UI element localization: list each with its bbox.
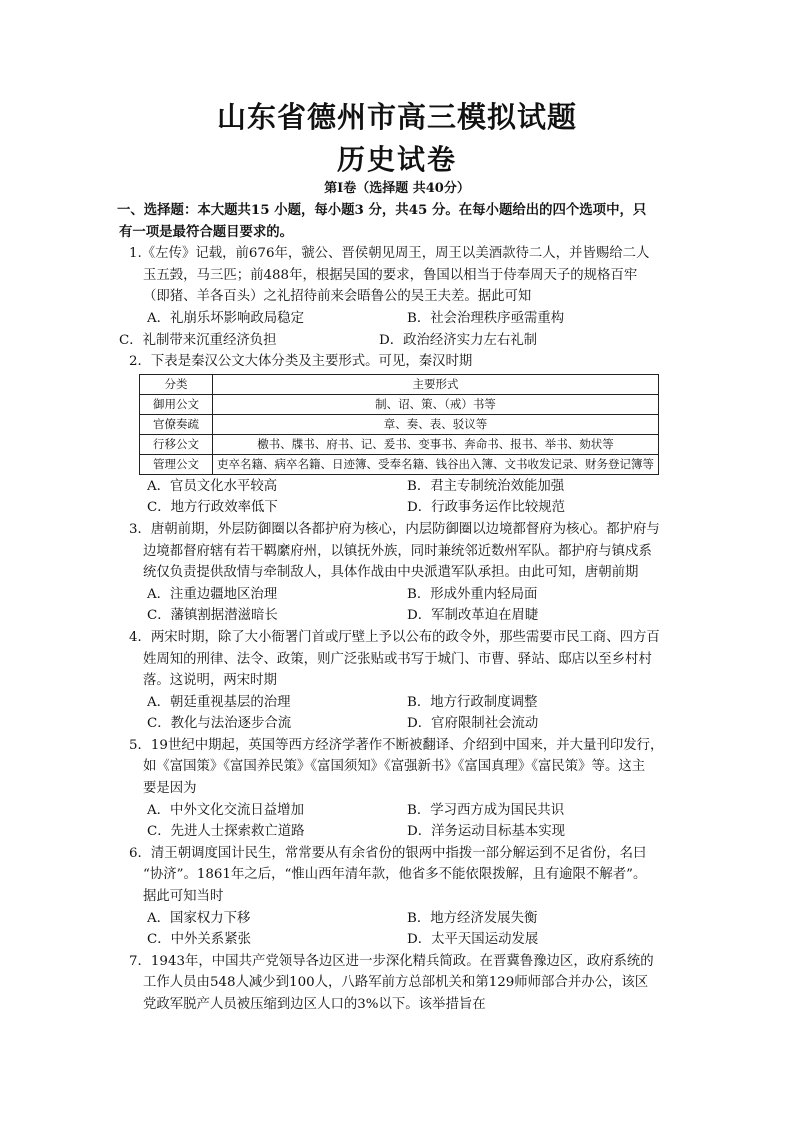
option-c[interactable]: C．礼制带来沉重经济负担 — [119, 332, 277, 348]
table-row — [140, 414, 659, 434]
option-b[interactable]: B．地方经济发展失衡 — [407, 910, 538, 926]
option-b[interactable]: B．学习西方成为国民共识 — [407, 802, 565, 818]
question-stem-line: 边境都督府辖有若干羁縻府州，以镇抚外族，同时兼统邻近数州军队。都护府与镇戍系 — [143, 543, 652, 559]
instructions-line-2: 有一项是最符合题目要求的。 — [119, 223, 294, 240]
option-d[interactable]: D．太平天国运动发展 — [407, 932, 539, 948]
option-a[interactable]: A．朝廷重视基层的治理 — [147, 694, 291, 710]
question-7 — [119, 951, 679, 1016]
question-stem-line: 5．19世纪中期起，英国等西方经济学著作不断被翻译、介绍到中国来，并大量刊印发行， — [129, 737, 664, 753]
table-cell: 檄书、牒书、府书、记、爰书、变事书、奔命书、报书、举书、劾状等 — [213, 434, 659, 454]
question-stem-line: 1.《左传》记载，前676年，虢公、晋侯朝见周王，周王以美酒款待二人，并皆赐给二人 — [129, 246, 650, 262]
question-stem-line: 党政军脱产人员被压缩到边区人口的3%以下。该举措旨在 — [143, 997, 486, 1012]
question-5 — [119, 735, 679, 843]
question-stem-line: 统仅负责提供敌情与牵制敌人，具体作战由中央派遣军队承担。由此可知，唐朝前期 — [143, 565, 639, 581]
option-a[interactable]: A．礼崩乐坏影响政局稳定 — [147, 310, 304, 326]
question-stem-line: 3．唐朝前期，外层防御圈以各都护府为核心，内层防御圈以边境都督府为核心。都护府与 — [129, 521, 660, 537]
question-stem-line: 姓周知的刑律、法令、政策，则广泛张贴或书写于城门、市曹、驿站、邸店以至乡村村 — [143, 651, 652, 667]
option-b[interactable]: B．地方行政制度调整 — [407, 694, 538, 710]
table-header-row — [140, 374, 659, 394]
table-header-cell: 分类 — [140, 374, 213, 394]
option-c[interactable]: C．先进人士探索救亡道路 — [147, 824, 305, 840]
table-row — [140, 394, 659, 414]
question-4 — [119, 627, 679, 735]
table-cell: 御用公文 — [140, 394, 213, 414]
option-b[interactable]: B．社会治理秩序亟需重构 — [407, 310, 565, 326]
option-d[interactable]: D．政治经济实力左右礼制 — [379, 332, 538, 348]
question-stem-line: 2．下表是秦汉公文大体分类及主要形式。可见，秦汉时期 — [129, 354, 473, 370]
table-row — [140, 454, 659, 474]
table-cell: 官僚奏疏 — [140, 414, 213, 434]
option-c[interactable]: C．藩镇割据潜滋暗长 — [147, 608, 278, 624]
table-cell: 章、奏、表、驳议等 — [213, 414, 659, 434]
question-2 — [119, 351, 679, 519]
table-cell: 行移公文 — [140, 434, 213, 454]
document-forms-table — [139, 374, 659, 475]
option-a[interactable]: A．注重边疆地区治理 — [147, 586, 278, 602]
question-stem-line: 6．清王朝调度国计民生，常常要从有余省份的银两中指拨一部分解运到不足省份，名曰 — [129, 845, 647, 861]
question-stem-line: 7．1943年，中国共产党领导各边区进一步深化精兵简政。在晋冀鲁豫边区，政府系统的 — [129, 953, 654, 969]
option-d[interactable]: D．洋务运动目标基本实现 — [407, 824, 566, 840]
question-stem-line: （即猪、羊各百头）之礼招待前来会晤鲁公的吴王夫差。据此可知 — [143, 289, 532, 305]
exam-body — [119, 200, 679, 1016]
table-cell: 管理公文 — [140, 454, 213, 474]
table-cell: 吏卒名籍、病卒名籍、日迹簿、受奉名籍、钱谷出入簿、文书收发记录、财务登记簿等 — [213, 454, 659, 474]
question-stem-line: 落。这说明，两宋时期 — [143, 673, 277, 689]
table-header-cell: 主要形式 — [213, 374, 659, 394]
instructions-line-1: 一、选择题：本大题共15 小题，每小题3 分，共45 分。在每小题给出的四个选项中，只 — [117, 202, 647, 218]
question-stem-line: “协济”。1861年之后，“惟山西年清年款，他省多不能依限拨解，且有逾限不解者”。 — [143, 867, 647, 883]
option-a[interactable]: A．中外文化交流日益增加 — [147, 802, 304, 818]
option-b[interactable]: B．形成外重内轻局面 — [407, 586, 538, 602]
exam-subtitle: 历史试卷 — [336, 143, 457, 176]
option-a[interactable]: A．国家权力下移 — [147, 910, 251, 926]
question-stem-line: 工作人员由548人减少到100人，八路军前方总部机关和第129师师部合并办公，该区 — [143, 975, 649, 991]
question-3 — [119, 519, 679, 627]
option-d[interactable]: D．官府限制社会流动 — [407, 716, 539, 732]
question-stem-line: 4．两宋时期，除了大小衙署门首或厅壁上予以公布的政令外，那些需要市民工商、四方百 — [129, 629, 660, 645]
table-row — [140, 434, 659, 454]
section-heading: 第Ⅰ卷（选择题 共40分） — [324, 181, 470, 196]
question-6 — [119, 843, 679, 951]
question-stem-line: 要是因为 — [143, 781, 197, 797]
option-c[interactable]: C．中外关系紧张 — [147, 932, 251, 948]
option-b[interactable]: B．君主专制统治效能加强 — [407, 478, 565, 494]
option-d[interactable]: D．行政事务运作比较规范 — [407, 500, 566, 516]
option-c[interactable]: C．教化与法治逐步合流 — [147, 716, 292, 732]
option-c[interactable]: C．地方行政效率低下 — [147, 500, 278, 516]
table-cell: 制、诏、策、（戒）书等 — [213, 394, 659, 414]
option-d[interactable]: D．军制改革迫在眉睫 — [407, 608, 539, 624]
question-stem-line: 如《富国策》《富国养民策》《富国须知》《富强新书》《富国真理》《富民策》等。这主 — [143, 759, 646, 775]
question-stem-line: 据此可知当时 — [143, 889, 224, 905]
question-stem-line: 玉五瑴，马三匹；前488年，根据吴国的要求，鲁国以相当于侍奉周天子的规格百牢 — [143, 267, 638, 283]
question-1 — [119, 243, 679, 351]
exam-title: 山东省德州市高三模拟试题 — [216, 100, 577, 134]
option-a[interactable]: A．官员文化水平较高 — [147, 478, 278, 494]
